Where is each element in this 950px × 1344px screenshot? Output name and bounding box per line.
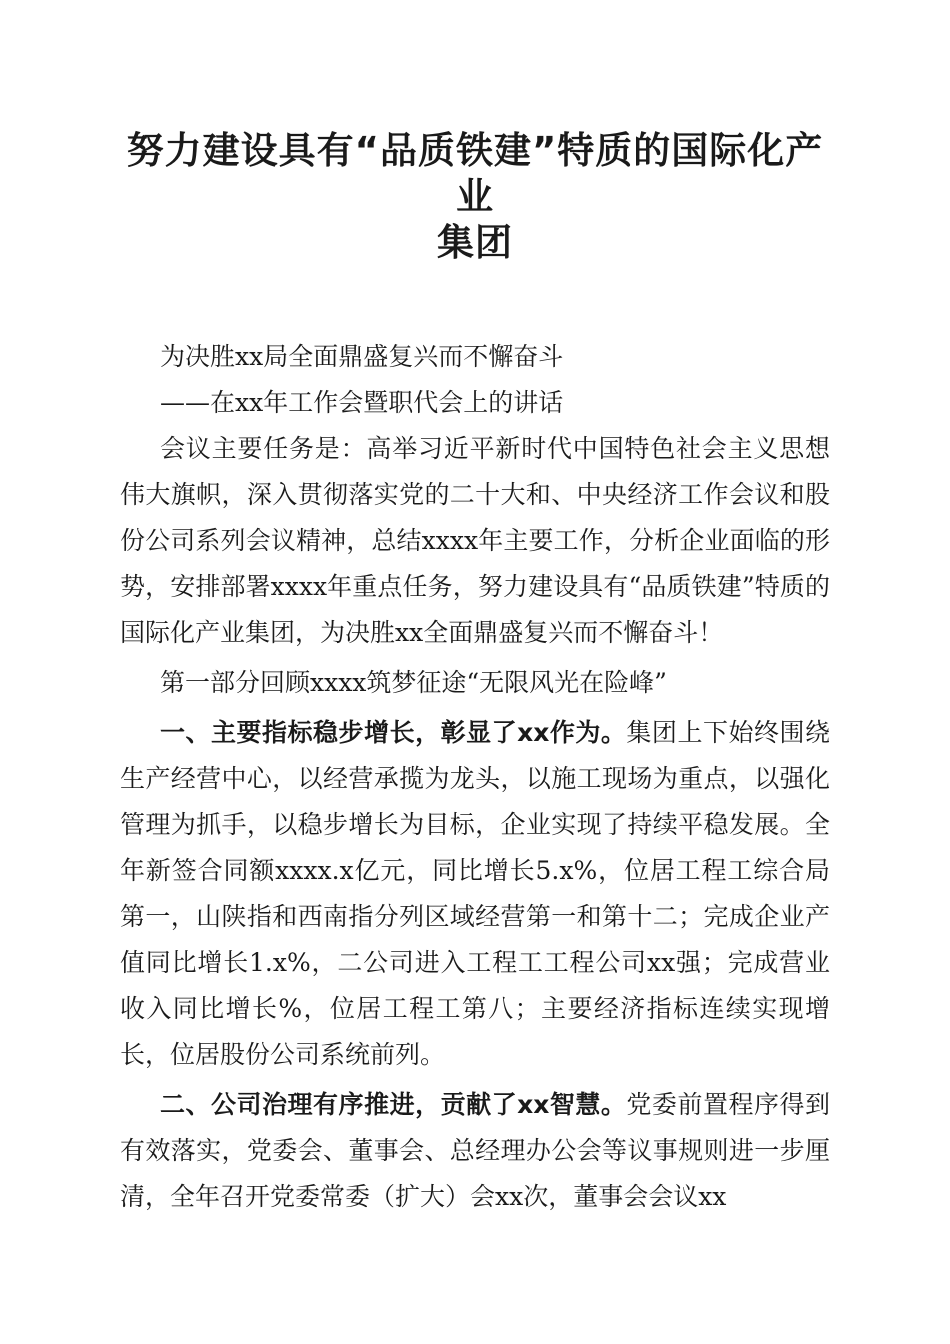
- intro-paragraph: 会议主要任务是：高举习近平新时代中国特色社会主义思想伟大旗帜，深入贯彻落实党的二十大和、中央经济工作会议和股份公司系列会议精神，总结xxxx年主要工作，分析企业面临的形势，安排部署xxxx年重点任务，努力建设具有“品质铁建”特质的国际化产业集团，为决胜xx全面鼎盛复兴而不懈奋斗！: [120, 434, 830, 647]
- section-1-paragraph: [120, 710, 830, 1078]
- document-body: [120, 334, 830, 1220]
- title-line-1: 努力建设具有“品质铁建”特质的国际化产业: [126, 129, 824, 218]
- part-heading: 第一部分回顾xxxx筑梦征途“无限风光在险峰”: [160, 668, 667, 697]
- document-title: [120, 128, 830, 266]
- section-1-body: 集团上下始终围绕生产经营中心，以经营承揽为龙头，以施工现场为重点，以强化管理为抓手，以稳步增长为目标，企业实现了持续平稳发展。全年新签合同额xxxx.x亿元，同比增长5.x%，位居工程工综合局第一，山陕指和西南指分列区域经营第一和第十二；完成企业产值同比增长1.x%，二公司进入工程工工程公司xx强；完成营业收入同比增长%，位居工程工第八；主要经济指标连续实现增长，位居股份公司系统前列。: [120, 718, 830, 1069]
- section-2-heading: 二、公司治理有序推进，贡献了xx智慧。: [160, 1090, 627, 1119]
- section-2-body: 党委前置程序得到有效落实，党委会、董事会、总经理办公会等议事规则进一步厘清，全年召开党委常委（扩大）会xx次，董事会会议xx: [120, 1090, 830, 1211]
- subtitle: 为决胜xx局全面鼎盛复兴而不懈奋斗: [160, 342, 564, 371]
- title-line-2: 集团: [437, 221, 513, 264]
- section-1-heading: 一、主要指标稳步增长，彰显了xx作为。: [160, 718, 627, 747]
- speech-note: ——在xx年工作会暨职代会上的讲话: [160, 388, 564, 417]
- section-2-paragraph: [120, 1082, 830, 1220]
